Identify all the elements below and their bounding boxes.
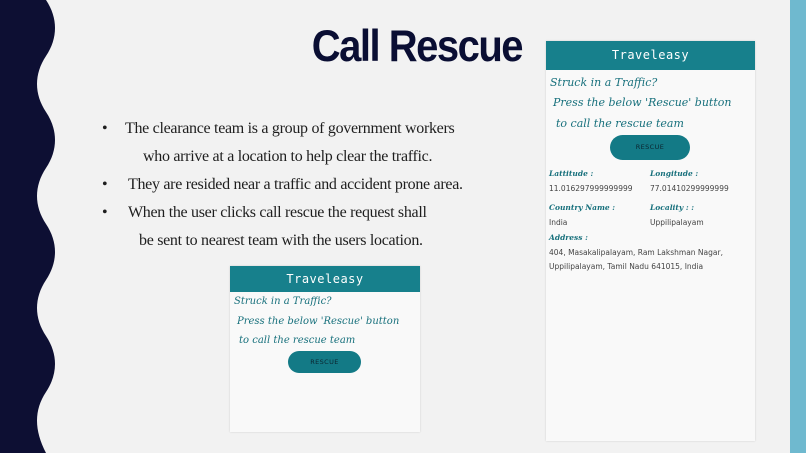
rescue-button[interactable]: RESCUE xyxy=(288,351,361,373)
bullet-1-line-2: who arrive at a location to help clear the traffic. xyxy=(143,148,433,165)
bullet-1-line-1: The clearance team is a group of government workers xyxy=(125,120,455,137)
phone-screenshot-small xyxy=(230,266,420,432)
bullet-3-line-2: be sent to nearest team with the users location. xyxy=(139,232,423,249)
app-bar: Traveleasy xyxy=(230,266,420,292)
prompt-line-1: Struck in a Traffic? xyxy=(550,76,658,89)
prompt-line-3: to call the rescue team xyxy=(239,335,356,346)
address-line-1: 404, Masakalipalayam, Ram Lakshman Nagar, xyxy=(549,248,723,257)
right-stripe-decoration xyxy=(790,0,806,453)
address-label: Address : xyxy=(549,233,588,242)
locality-label: Locality : : xyxy=(650,203,694,212)
longitude-label: Longitude : xyxy=(650,169,699,178)
rescue-button[interactable]: RESCUE xyxy=(610,135,690,160)
address-line-2: Uppilipalayam, Tamil Nadu 641015, India xyxy=(549,262,704,271)
latitude-label: Lattitude : xyxy=(549,169,594,178)
locality-value: Uppilipalayam xyxy=(650,218,704,227)
bullet-dot: • xyxy=(102,176,108,193)
slide-title: Call Rescue xyxy=(311,22,522,72)
bullet-dot: • xyxy=(102,204,108,221)
prompt-line-2: Press the below 'Rescue' button xyxy=(553,96,732,109)
country-label: Country Name : xyxy=(549,203,616,212)
prompt-line-3: to call the rescue team xyxy=(556,117,684,130)
bullet-2-line-1: They are resided near a traffic and accident prone area. xyxy=(128,176,463,193)
prompt-line-1: Struck in a Traffic? xyxy=(234,296,332,307)
longitude-value: 77.01410299999999 xyxy=(650,184,729,193)
country-value: India xyxy=(549,218,568,227)
prompt-line-2: Press the below 'Rescue' button xyxy=(237,316,400,327)
bullet-3-line-1: When the user clicks call rescue the request shall xyxy=(128,204,427,221)
app-bar: Traveleasy xyxy=(546,41,755,70)
wave-decoration xyxy=(0,0,62,453)
bullet-dot: • xyxy=(102,120,108,137)
phone-screenshot-large xyxy=(546,41,755,441)
latitude-value: 11.016297999999999 xyxy=(549,184,633,193)
